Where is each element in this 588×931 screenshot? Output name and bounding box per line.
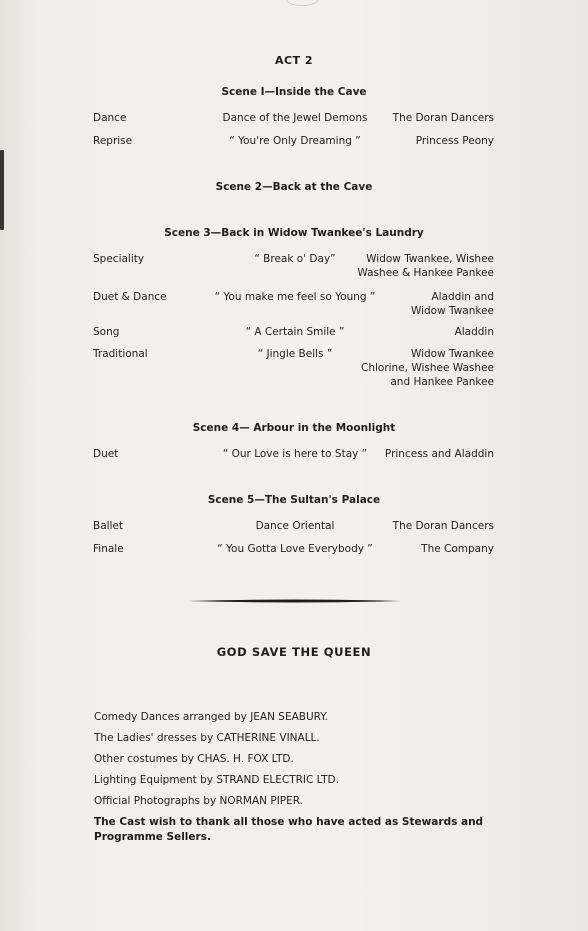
anthem-heading: GOD SAVE THE QUEEN [216,645,372,659]
row-category: Reprise [93,135,133,147]
row-category: Song [93,326,120,338]
row-title: “ A Certain Smile ” [245,326,345,338]
row-performers: Aladdin [454,326,494,338]
scene-2-title: Scene 2—Back at the Cave [215,181,373,193]
row-performers: Widow Twankee, Wishee Washee & Hankee Pankee [357,253,494,279]
row-title: “ Jingle Bells ” [257,348,333,360]
ornamental-rule [188,599,400,603]
row-title: “ Break o' Day” [254,253,336,265]
row-category: Speciality [93,253,145,265]
row-performers: The Doran Dancers [392,520,494,532]
row-category: Duet & Dance [93,291,167,303]
row-performers: Princess and Aladdin [384,448,494,460]
page-notch [286,0,318,6]
act-title: ACT 2 [274,54,314,67]
row-performers: The Company [421,543,494,555]
row-performers: Aladdin and Widow Twankee [410,291,494,317]
row-title: “ You're Only Dreaming ” [229,135,361,147]
credit-line: Other costumes by CHAS. H. FOX LTD. [94,753,294,765]
scene-1-title: Scene I—Inside the Cave [221,86,367,98]
row-category: Dance [93,112,127,124]
scene-4-title: Scene 4— Arbour in the Moonlight [192,422,396,434]
row-performers: The Doran Dancers [392,112,494,124]
credit-line: Lighting Equipment by STRAND ELECTRIC LTD. [94,774,339,786]
scene-5-title: Scene 5—The Sultan's Palace [207,494,381,506]
row-category: Finale [93,543,124,555]
row-performers: Princess Peony [415,135,494,147]
row-category: Ballet [93,520,124,532]
row-title: Dance of the Jewel Demons [222,112,368,124]
credit-line: Comedy Dances arranged by JEAN SEABURY. [94,711,328,723]
row-category: Duet [93,448,119,460]
credit-line: The Ladies' dresses by CATHERINE VINALL. [94,732,320,744]
row-title: “ Our Love is here to Stay ” [222,448,368,460]
row-performers: Widow Twankee Chlorine, Wishee Washee and Hankee Pankee [361,348,494,388]
thanks-note: The Cast wish to thank all those who have acted as Stewards and Programme Sellers. [94,816,484,843]
credit-line: Official Photographs by NORMAN PIPER. [94,795,304,807]
row-title: “ You Gotta Love Everybody ” [217,543,373,555]
row-title: “ You make me feel so Young ” [214,291,376,303]
scene-3-title: Scene 3—Back in Widow Twankee's Laundry [164,227,424,239]
row-title: Dance Oriental [255,520,335,532]
row-category: Traditional [93,348,148,360]
